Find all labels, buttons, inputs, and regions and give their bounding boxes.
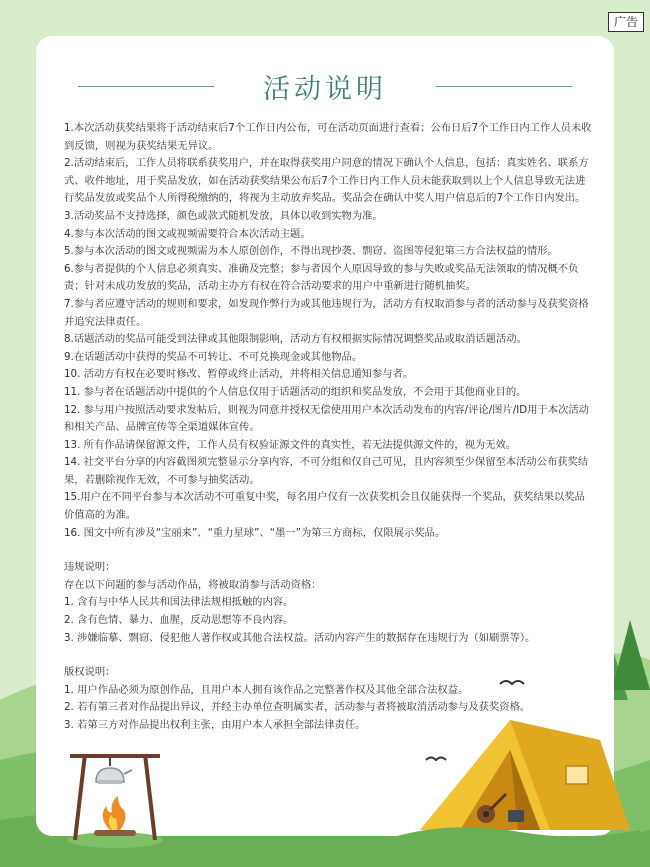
rules-content (64, 120, 594, 735)
rule-item: 3.活动奖品不支持选择，颜色或款式随机发放，具体以收到实物为准。 (64, 209, 383, 222)
rule-item: 15.用户在不同平台参与本次活动不可重复中奖，每名用户仅有一次获奖机会且仅能获得一个奖品，获奖结果以奖品价值高的为准。 (64, 491, 585, 522)
rule-item: 10. 活动方有权在必要时修改、暂停或终止活动，并将相关信息通知参与者。 (64, 368, 414, 381)
violation-item: 1. 含有与中华人民共和国法律法规相抵触的内容。 (64, 596, 294, 609)
rule-item: 13. 所有作品请保留源文件，工作人员有权验证源文件的真实性，若无法提供源文件的，视为无效。 (64, 438, 517, 451)
rule-item: 8.话题活动的奖品可能受到法律或其他限制影响，活动方有权根据实际情况调整奖品或取消话题活动。 (64, 333, 527, 346)
violation-item: 2. 含有色情、暴力、血腥，反动思想等不良内容。 (64, 614, 294, 627)
rule-item: 9.在话题活动中获得的奖品不可转让、不可兑换现金或其他物品。 (64, 350, 363, 363)
title-divider-right (436, 86, 572, 87)
copyright-item: 2. 若有第三者对作品提出异议，并经主办单位查明属实者，活动参与者将被取消活动参与及获奖资格。 (64, 701, 531, 714)
rule-item: 11. 参与者在话题活动中提供的个人信息仅用于话题活动的组织和奖品发放，不会用于其他商业目的。 (64, 385, 527, 398)
violation-item: 3. 涉嫌临摹、剽窃、侵犯他人著作权或其他合法权益。活动内容产生的数据存在违规行为（如刷票等）。 (64, 631, 536, 644)
rule-item: 6.参与者提供的个人信息必须真实、准确及完整；参与者因个人原因导致的参与失败或奖品无法领取的情况概不负责；针对未成功发放的奖品，活动主办方有权在符合活动要求的用户中重新进行随机抽奖。 (64, 262, 579, 293)
rule-item: 1.本次活动获奖结果将于活动结束后7个工作日内公布，可在活动页面进行查看；公布日后7个工作日内工作人员未收到反馈，则视为获奖结果无异议。 (64, 122, 592, 152)
rule-item: 5.参与本次活动的图文或视频需为本人原创创作，不得出现抄袭、剽窃、盗图等侵犯第三方合法权益的情形。 (64, 245, 558, 258)
rule-item: 7.参与者应遵守活动的规则和要求，如发现作弊行为或其他违规行为，活动方有权取消参与者的活动参与及获奖资格并追究法律责任。 (64, 297, 589, 328)
rule-item: 12. 参与用户按照活动要求发帖后，则视为同意并授权无偿使用用户本次活动发布的内容/评论/图片/ID用于本次活动和相关产品、品牌宣传等全渠道媒体宣传。 (64, 403, 589, 434)
rule-item: 2.活动结束后，工作人员将联系获奖用户，并在取得获奖用户同意的情况下确认个人信息，包括：真实姓名、联系方式、收件地址，用于奖品发放，如在活动获奖结果公布后7个工作日内工作人员未能获取到以上个人信息导致无法进行奖品发放或奖品个人所得税缴纳的，将视为主动放弃奖品。奖品会在确认中奖人用户信息后的7个工作日内发出。 (64, 157, 589, 205)
title-divider-left (78, 86, 214, 87)
rules-list (64, 120, 594, 542)
violation-heading: 违规说明： (64, 561, 116, 574)
title-row (36, 66, 614, 106)
violation-intro: 存在以下问题的参与活动作品，将被取消参与活动资格： (64, 578, 322, 591)
ad-badge: 广告 (608, 12, 644, 32)
copyright-heading: 版权说明： (64, 666, 116, 679)
page-title: 活动说明 (263, 73, 387, 105)
tent-illustration (390, 670, 640, 850)
copyright-item: 3. 若第三方对作品提出权利主张，由用户本人承担全部法律责任。 (64, 719, 366, 731)
violation-section (64, 559, 594, 647)
rule-item: 4.参与本次活动的图文或视频需要符合本次活动主题。 (64, 227, 311, 240)
rule-item: 14. 社交平台分享的内容截图须完整显示分享内容，不可分组和仅自己可见，且内容须至少保留至本活动公布获奖结果，若删除视作无效，不可参与抽奖活动。 (64, 456, 589, 486)
rule-item: 16. 图文中所有涉及“宝丽来”、“重力星球”、“墨一”为第三方商标，仅限展示奖品。 (64, 526, 446, 539)
campfire-illustration (60, 740, 170, 850)
copyright-item: 1. 用户作品必须为原创作品，且用户本人拥有该作品之完整著作权及其他全部合法权益。 (64, 683, 469, 696)
